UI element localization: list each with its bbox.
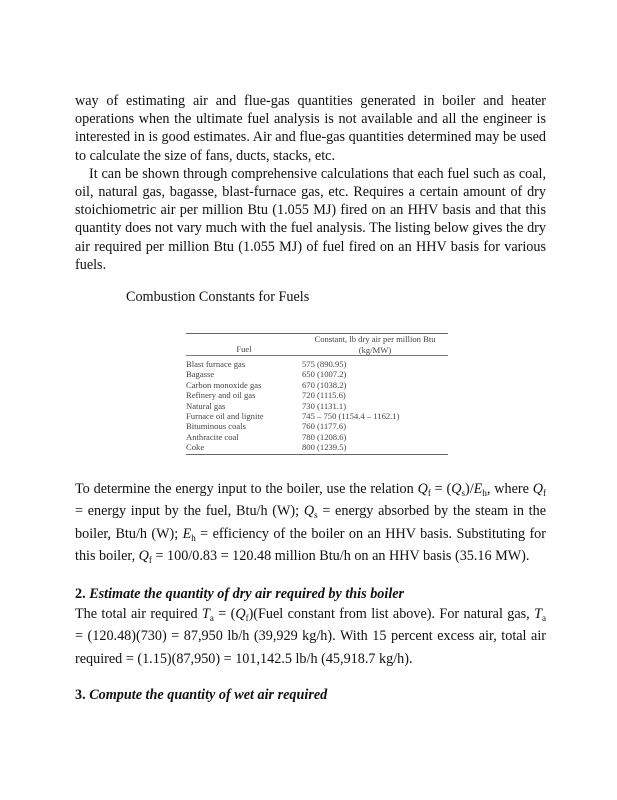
fuel-cell: Refinery and oil gas bbox=[186, 390, 256, 401]
document-page bbox=[75, 92, 546, 704]
section-3-title: Compute the quantity of wet air required bbox=[89, 687, 328, 704]
table-row bbox=[186, 442, 448, 454]
p3-e-symbol: E bbox=[473, 480, 483, 497]
table-row bbox=[186, 432, 448, 442]
header-constant-line2: (kg/MW) bbox=[358, 344, 392, 355]
table-row bbox=[186, 421, 448, 431]
p3-q-symbol-2: Q bbox=[451, 480, 462, 497]
constant-cell: 780 (1208.6) bbox=[302, 431, 347, 442]
p4-text-1: The total air required bbox=[75, 605, 202, 622]
table-row bbox=[186, 401, 448, 411]
p4-text-3: )(Fuel constant from list above). For natural gas, bbox=[248, 605, 535, 622]
section-2-number: 2. bbox=[75, 585, 90, 602]
p3-q-symbol-4: Q bbox=[303, 503, 315, 520]
p4-t-symbol: T bbox=[201, 605, 210, 622]
header-constant bbox=[302, 334, 448, 356]
p3-sub-f-3: f bbox=[148, 555, 152, 566]
p4-text-2: = ( bbox=[213, 605, 236, 622]
constant-cell: 800 (1239.5) bbox=[302, 442, 347, 453]
p4-sub-f: f bbox=[245, 612, 249, 623]
section-3-heading bbox=[75, 686, 546, 704]
table-row bbox=[186, 369, 448, 379]
fuel-cell: Carbon monoxide gas bbox=[186, 379, 262, 390]
p3-sub-f: f bbox=[427, 487, 431, 498]
table-row bbox=[186, 411, 448, 421]
p3-e-symbol-2: E bbox=[182, 525, 192, 542]
paragraph-1: way of estimating air and flue-gas quantities generated in boiler and heater operations when the ultimate fuel analysis is not available and all the engineer is interested in is good estimates. Air and flue-gas quantities determined may be used to calculate the size of fans, ducts, stacks, etc. bbox=[75, 93, 546, 164]
constant-cell: 720 (1115.6) bbox=[302, 390, 346, 401]
combustion-constants-table bbox=[186, 333, 448, 455]
p3-text-6: = 100/0.83 = 120.48 million Btu/h on an HHV basis (35.16 MW). bbox=[151, 548, 530, 565]
header-fuel: Fuel bbox=[236, 343, 252, 354]
fuel-cell: Bagasse bbox=[186, 369, 215, 380]
p4-sub-a: a bbox=[209, 612, 214, 623]
constant-cell: 575 (890.95) bbox=[302, 359, 347, 370]
fuel-cell: Natural gas bbox=[186, 400, 226, 411]
constant-cell: 745 – 750 (1154.4 – 1162.1) bbox=[302, 411, 400, 422]
p3-text-4: = energy absorbed by the steam in the boiler, Btu/h (W); bbox=[75, 503, 547, 542]
paragraph-4 bbox=[75, 603, 546, 671]
fuel-cell: Furnace oil and lignite bbox=[186, 411, 264, 422]
p3-sub-f-2: f bbox=[542, 487, 546, 498]
constant-cell: 670 (1038.2) bbox=[302, 379, 347, 390]
p4-text-4: = (120.48)(730) = 87,950 lb/h (39,929 kg/h). With 15 percent excess air, total air required = (1.15)(87,950) = 101,142.5 lb/h (45,918.7 kg/h). bbox=[75, 628, 546, 667]
header-constant-line1: Constant, lb dry air per million Btu bbox=[314, 334, 436, 345]
p4-t-symbol-2: T bbox=[534, 605, 542, 622]
section-2-heading bbox=[75, 585, 546, 603]
constant-cell: 730 (1131.1) bbox=[302, 400, 347, 411]
p3-sub-s: s bbox=[461, 487, 465, 498]
p3-q-symbol-3: Q bbox=[532, 480, 543, 497]
section-2-title: Estimate the quantity of dry air required by this boiler bbox=[89, 585, 405, 602]
paragraph-2: It can be shown through comprehensive calculations that each fuel such as coal, oil, natural gas, bagasse, blast-furnace gas, etc. Requires a certain amount of dry stoichiometric air per million Btu (1.055 MJ) fired on an HHV basis and that this quantity does not vary much with the fuel analysis. The listing below gives the dry air required per million Btu (1.055 MJ) of fuel fired on an HHV basis for various fuels. bbox=[75, 165, 546, 273]
table-body bbox=[186, 356, 448, 455]
p4-sub-a-2: a bbox=[541, 612, 546, 623]
fuel-cell: Coke bbox=[186, 442, 205, 453]
fuel-cell: Anthracite coal bbox=[186, 431, 239, 442]
table-row bbox=[186, 390, 448, 400]
table-row bbox=[186, 356, 448, 370]
fuel-cell: Bituminous coals bbox=[186, 421, 246, 432]
p3-eq-open: = ( bbox=[430, 480, 452, 497]
p3-text-2: , where bbox=[486, 480, 533, 497]
p3-text-1: To determine the energy input to the boiler, use the relation bbox=[75, 480, 418, 497]
p3-sub-s-2: s bbox=[314, 510, 318, 521]
fuel-cell: Blast furnace gas bbox=[186, 359, 246, 370]
paragraph-3 bbox=[75, 478, 546, 568]
table-caption: Combustion Constants for Fuels bbox=[126, 289, 310, 306]
table-row bbox=[186, 380, 448, 390]
constant-cell: 760 (1177.6) bbox=[302, 421, 347, 432]
p3-text-3: = energy input by the fuel, Btu/h (W); bbox=[75, 503, 304, 520]
constant-cell: 650 (1007.2) bbox=[302, 369, 347, 380]
p3-sub-h-2: h bbox=[191, 532, 196, 543]
p3-sub-h: h bbox=[482, 487, 487, 498]
p3-q-symbol: Q bbox=[417, 480, 428, 497]
p3-q-symbol-5: Q bbox=[138, 548, 149, 565]
p3-text-5: = efficiency of the boiler on an HHV basis. Substituting for this boiler, bbox=[75, 525, 546, 565]
p4-q-symbol: Q bbox=[235, 605, 246, 622]
section-3-number: 3. bbox=[75, 687, 90, 704]
p3-div: )/ bbox=[465, 480, 474, 497]
